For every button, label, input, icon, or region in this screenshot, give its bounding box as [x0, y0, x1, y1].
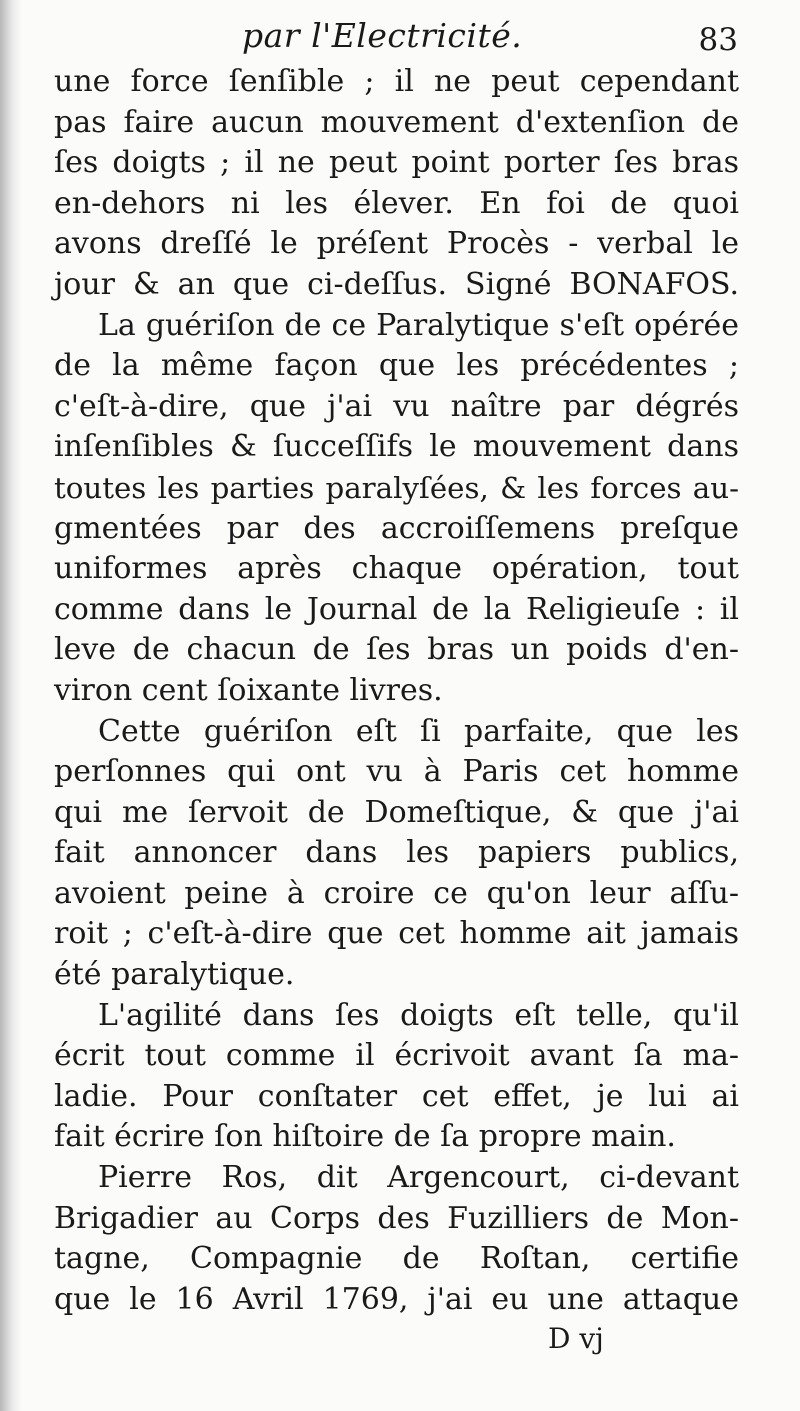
- text-line: leve de chacun de ſes bras un poids d'en-: [54, 632, 739, 668]
- page-header: [0, 14, 800, 64]
- text-line: roit ; c'eſt-à-dire que cet homme ait jamais: [54, 916, 739, 952]
- text-line: été paralytique.: [54, 957, 295, 993]
- text-line: qui me ſervoit de Domeſtique, & que j'ai: [54, 794, 739, 830]
- text-line: uniformes après chaque opération, tout: [54, 551, 739, 587]
- text-line: ladie. Pour conſtater cet effet, je lui ai: [54, 1078, 739, 1114]
- text-line: Cette guériſon eſt ſi parfaite, que les: [98, 713, 739, 749]
- text-line: Brigadier au Corps des Fuzilliers de Mon-: [54, 1200, 739, 1236]
- signature-mark: D vj: [548, 1322, 604, 1355]
- text-line: Pierre Ros, dit Argencourt, ci-devant: [98, 1160, 739, 1196]
- spine-shadow: [0, 0, 22, 1411]
- text-line: fait écrire ſon hiſtoire de ſa propre main.: [54, 1119, 676, 1155]
- text-line: avons dreſſé le préſent Procès - verbal le: [54, 226, 739, 262]
- text-line: ſes doigts ; il ne peut point porter ſes bras: [54, 145, 739, 181]
- page-number: 83: [698, 22, 738, 58]
- text-line: une force ſenſible ; il ne peut cependant: [54, 64, 739, 99]
- text-line: fait annoncer dans les papiers publics,: [54, 835, 739, 871]
- running-head: par l'Electricité.: [242, 16, 523, 55]
- text-line: de la même façon que les précédentes ;: [54, 348, 739, 384]
- text-line: La guériſon de ce Paralytique s'eſt opérée: [98, 307, 739, 343]
- body-text: [54, 62, 739, 1320]
- text-line: tagne, Compagnie de Roſtan, certifie: [54, 1241, 739, 1277]
- text-line: pas faire aucun mouvement d'extenſion de: [54, 104, 739, 140]
- text-line: avoient peine à croire ce qu'on leur aſſu-: [54, 875, 739, 911]
- text-line: perſonnes qui ont vu à Paris cet homme: [54, 754, 739, 790]
- text-line: en-dehors ni les élever. En foi de quoi: [54, 185, 739, 221]
- text-line: comme dans le Journal de la Religieuſe : il: [54, 591, 739, 627]
- text-line: inſenſibles & ſucceſſifs le mouvement dans: [54, 429, 739, 465]
- text-line: écrit tout comme il écrivoit avant ſa ma-: [54, 1038, 739, 1074]
- text-line: que le 16 Avril 1769, j'ai eu une attaque: [54, 1281, 739, 1317]
- text-line: gmentées par des accroiſſemens preſque: [54, 510, 739, 546]
- text-line: c'eſt-à-dire, que j'ai vu naître par dégrés: [54, 388, 739, 424]
- text-line: viron cent ſoixante livres.: [54, 672, 443, 708]
- text-line: L'agilité dans ſes doigts eſt telle, qu'il: [98, 997, 739, 1033]
- text-line: toutes les parties paralyſées, & les forces au-: [54, 470, 739, 505]
- text-line: jour & an que ci-deſſus. Signé BONAFOS.: [54, 266, 739, 302]
